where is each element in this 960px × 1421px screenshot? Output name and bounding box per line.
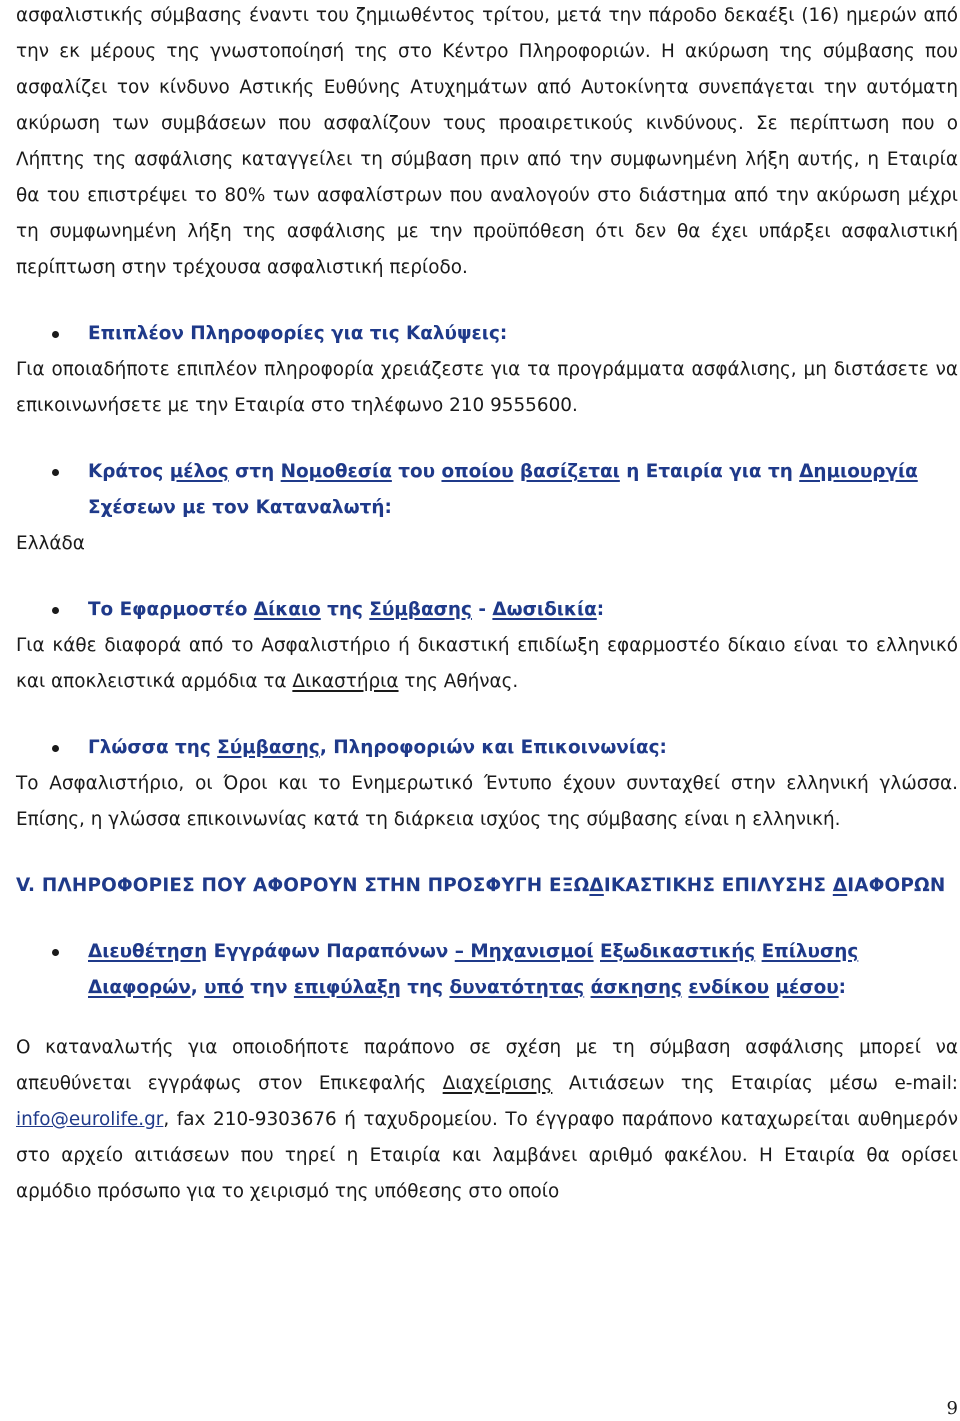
page-number: 9: [946, 1398, 958, 1419]
info-heading: [16, 316, 958, 352]
intro-text-a: ασφαλιστικής σύμβασης έναντι του ζημιωθέντος τρίτου, μετά την πάροδο δεκαέξι (16) ημερών από την εκ μέρους της γνωστοποίησή της στο Κέντρο Πληροφοριών. Η ακύρωση της σύμβασης που ασφαλίζει τον κίνδυνο Αστικής Ευθύνης Ατυχημάτων από Αυτοκίνητα συνεπάγεται την αυτόματη ακύρωση των συμβάσεων που ασφαλίζουν τους προαιρετικούς κινδύνους.: [16, 5, 958, 134]
state-paragraph: Ελλάδα: [16, 533, 85, 554]
intro-paragraph: [16, 0, 958, 286]
document-page: [16, 0, 958, 1210]
intro-text-b: Σε περίπτωση που ο Λήπτης της ασφάλισης καταγγείλει τη σύμβαση πριν από την συμφωνημένη λήξη αυτής, η Εταιρία θα του επιστρέψει το 80% των ασφαλίστρων που αναλογούν στο διάστημα από την ακύρωση μέχρι τη συμφωνημένη λήξη της ασφάλισης με την προϋπόθεση ότι δεν θα έχει υπάρξει ασφαλιστική περίπτωση στην τρέχουσα ασφαλιστική περίοδο.: [16, 113, 958, 278]
state-heading: Κράτος μέλος στη Νομοθεσία του οποίου βασίζεται η Εταιρία για τη Δημιουργία Σχέσεων με τον Καταναλωτή:: [16, 454, 958, 526]
complaints-heading: Διευθέτηση Εγγράφων Παραπόνων – Μηχανισμοί Εξωδικαστικής Επίλυσης Διαφορών, υπό την επιφύλαξη της δυνατότητας άσκησης ενδίκου μέσου:: [16, 934, 958, 1006]
email-link[interactable]: info@eurolife.gr: [16, 1109, 164, 1130]
law-paragraph: Για κάθε διαφορά από το Ασφαλιστήριο ή δικαστική επιδίωξη εφαρμοστέο δίκαιο είναι το ελληνικό και αποκλειστικά αρμόδια τα Δικαστήρια της Αθήνας.: [16, 635, 958, 692]
info-heading-text: Επιπλέον Πληροφορίες για τις Καλύψεις:: [88, 323, 508, 344]
language-heading: Γλώσσα της Σύμβασης, Πληροφοριών και Επικοινωνίας:: [16, 730, 958, 766]
law-heading: Το Εφαρμοστέο Δίκαιο της Σύμβασης - Δωσιδικία:: [16, 592, 958, 628]
section-v-title: V. ΠΛΗΡΟΦΟΡΙΕΣ ΠΟΥ ΑΦΟΡΟΥΝ ΣΤΗΝ ΠΡΟΣΦΥΓΗ ΕΞΩΔΙΚΑΣΤΙΚΗΣ ΕΠΙΛΥΣΗΣ ΔΙΑΦΟΡΩΝ: [16, 875, 946, 896]
language-paragraph: Το Ασφαλιστήριο, οι Όροι και το Ενημερωτικό Έντυπο έχουν συνταχθεί στην ελληνική γλώσσα. Επίσης, η γλώσσα επικοινωνίας κατά τη διάρκεια ισχύος της σύμβασης είναι η ελληνική.: [16, 773, 958, 830]
info-paragraph: Για οποιαδήποτε επιπλέον πληροφορία χρειάζεστε για τα προγράμματα ασφάλισης, μη διστάσετε να επικοινωνήσετε με την Εταιρία στο τηλέφωνο 210 9555600.: [16, 359, 958, 416]
complaints-paragraph: Ο καταναλωτής για οποιοδήποτε παράπονο σε σχέση με τη σύμβαση ασφάλισης μπορεί να απευθύνεται εγγράφως στον Επικεφαλής Διαχείρισης Αιτιάσεων της Εταιρίας μέσω e-mail: info@eurolife.gr, fax 210-9303676 ή ταχυδρομείου. Το έγγραφο παράπονο καταχωρείται αυθημερόν στο αρχείο αιτιάσεων που τηρεί η Εταιρία και λαμβάνει αριθμό φακέλου. Η Εταιρία θα ορίσει αρμόδιο πρόσωπο για το χειρισμό της υπόθεσης στο οποίο: [16, 1037, 958, 1202]
